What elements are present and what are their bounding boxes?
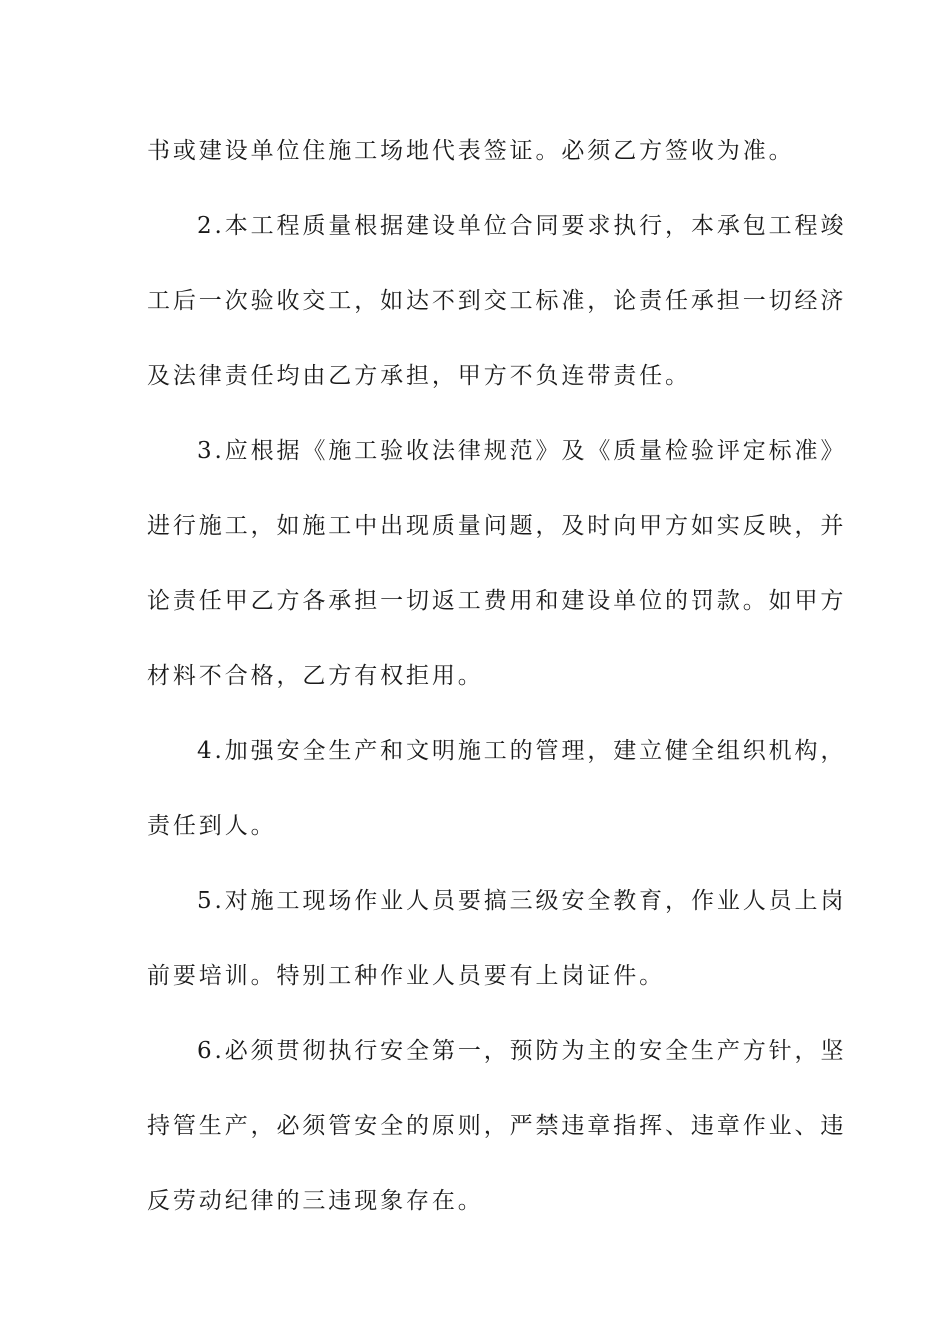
text-line: 书或建设单位住施工场地代表签证。必须乙方签收为准。	[147, 138, 795, 164]
text-line: 反劳动纪律的三违现象存在。	[147, 1188, 484, 1214]
text-line: 3.应根据《施工验收法律规范》及《质量检验评定标准》	[197, 438, 847, 464]
document-body	[147, 128, 847, 1224]
text-line: 6.必须贯彻执行安全第一，预防为主的安全生产方针，坚	[197, 1038, 847, 1064]
text-line: 工后一次验收交工，如达不到交工标准，论责任承担一切经济	[147, 288, 847, 314]
text-line: 材料不合格，乙方有权拒用。	[147, 663, 484, 689]
text-line: 持管生产，必须管安全的原则，严禁违章指挥、违章作业、违	[147, 1113, 847, 1139]
text-line: 2.本工程质量根据建设单位合同要求执行，本承包工程竣	[197, 213, 847, 239]
text-line: 责任到人。	[147, 813, 277, 839]
text-line: 5.对施工现场作业人员要搞三级安全教育，作业人员上岗	[197, 888, 847, 914]
text-line: 及法律责任均由乙方承担，甲方不负连带责任。	[147, 363, 691, 389]
text-line: 论责任甲乙方各承担一切返工费用和建设单位的罚款。如甲方	[147, 588, 847, 614]
text-line: 进行施工，如施工中出现质量问题，及时向甲方如实反映，并	[147, 513, 847, 539]
text-line: 4.加强安全生产和文明施工的管理，建立健全组织机构，	[197, 738, 847, 764]
text-line: 前要培训。特别工种作业人员要有上岗证件。	[147, 963, 665, 989]
